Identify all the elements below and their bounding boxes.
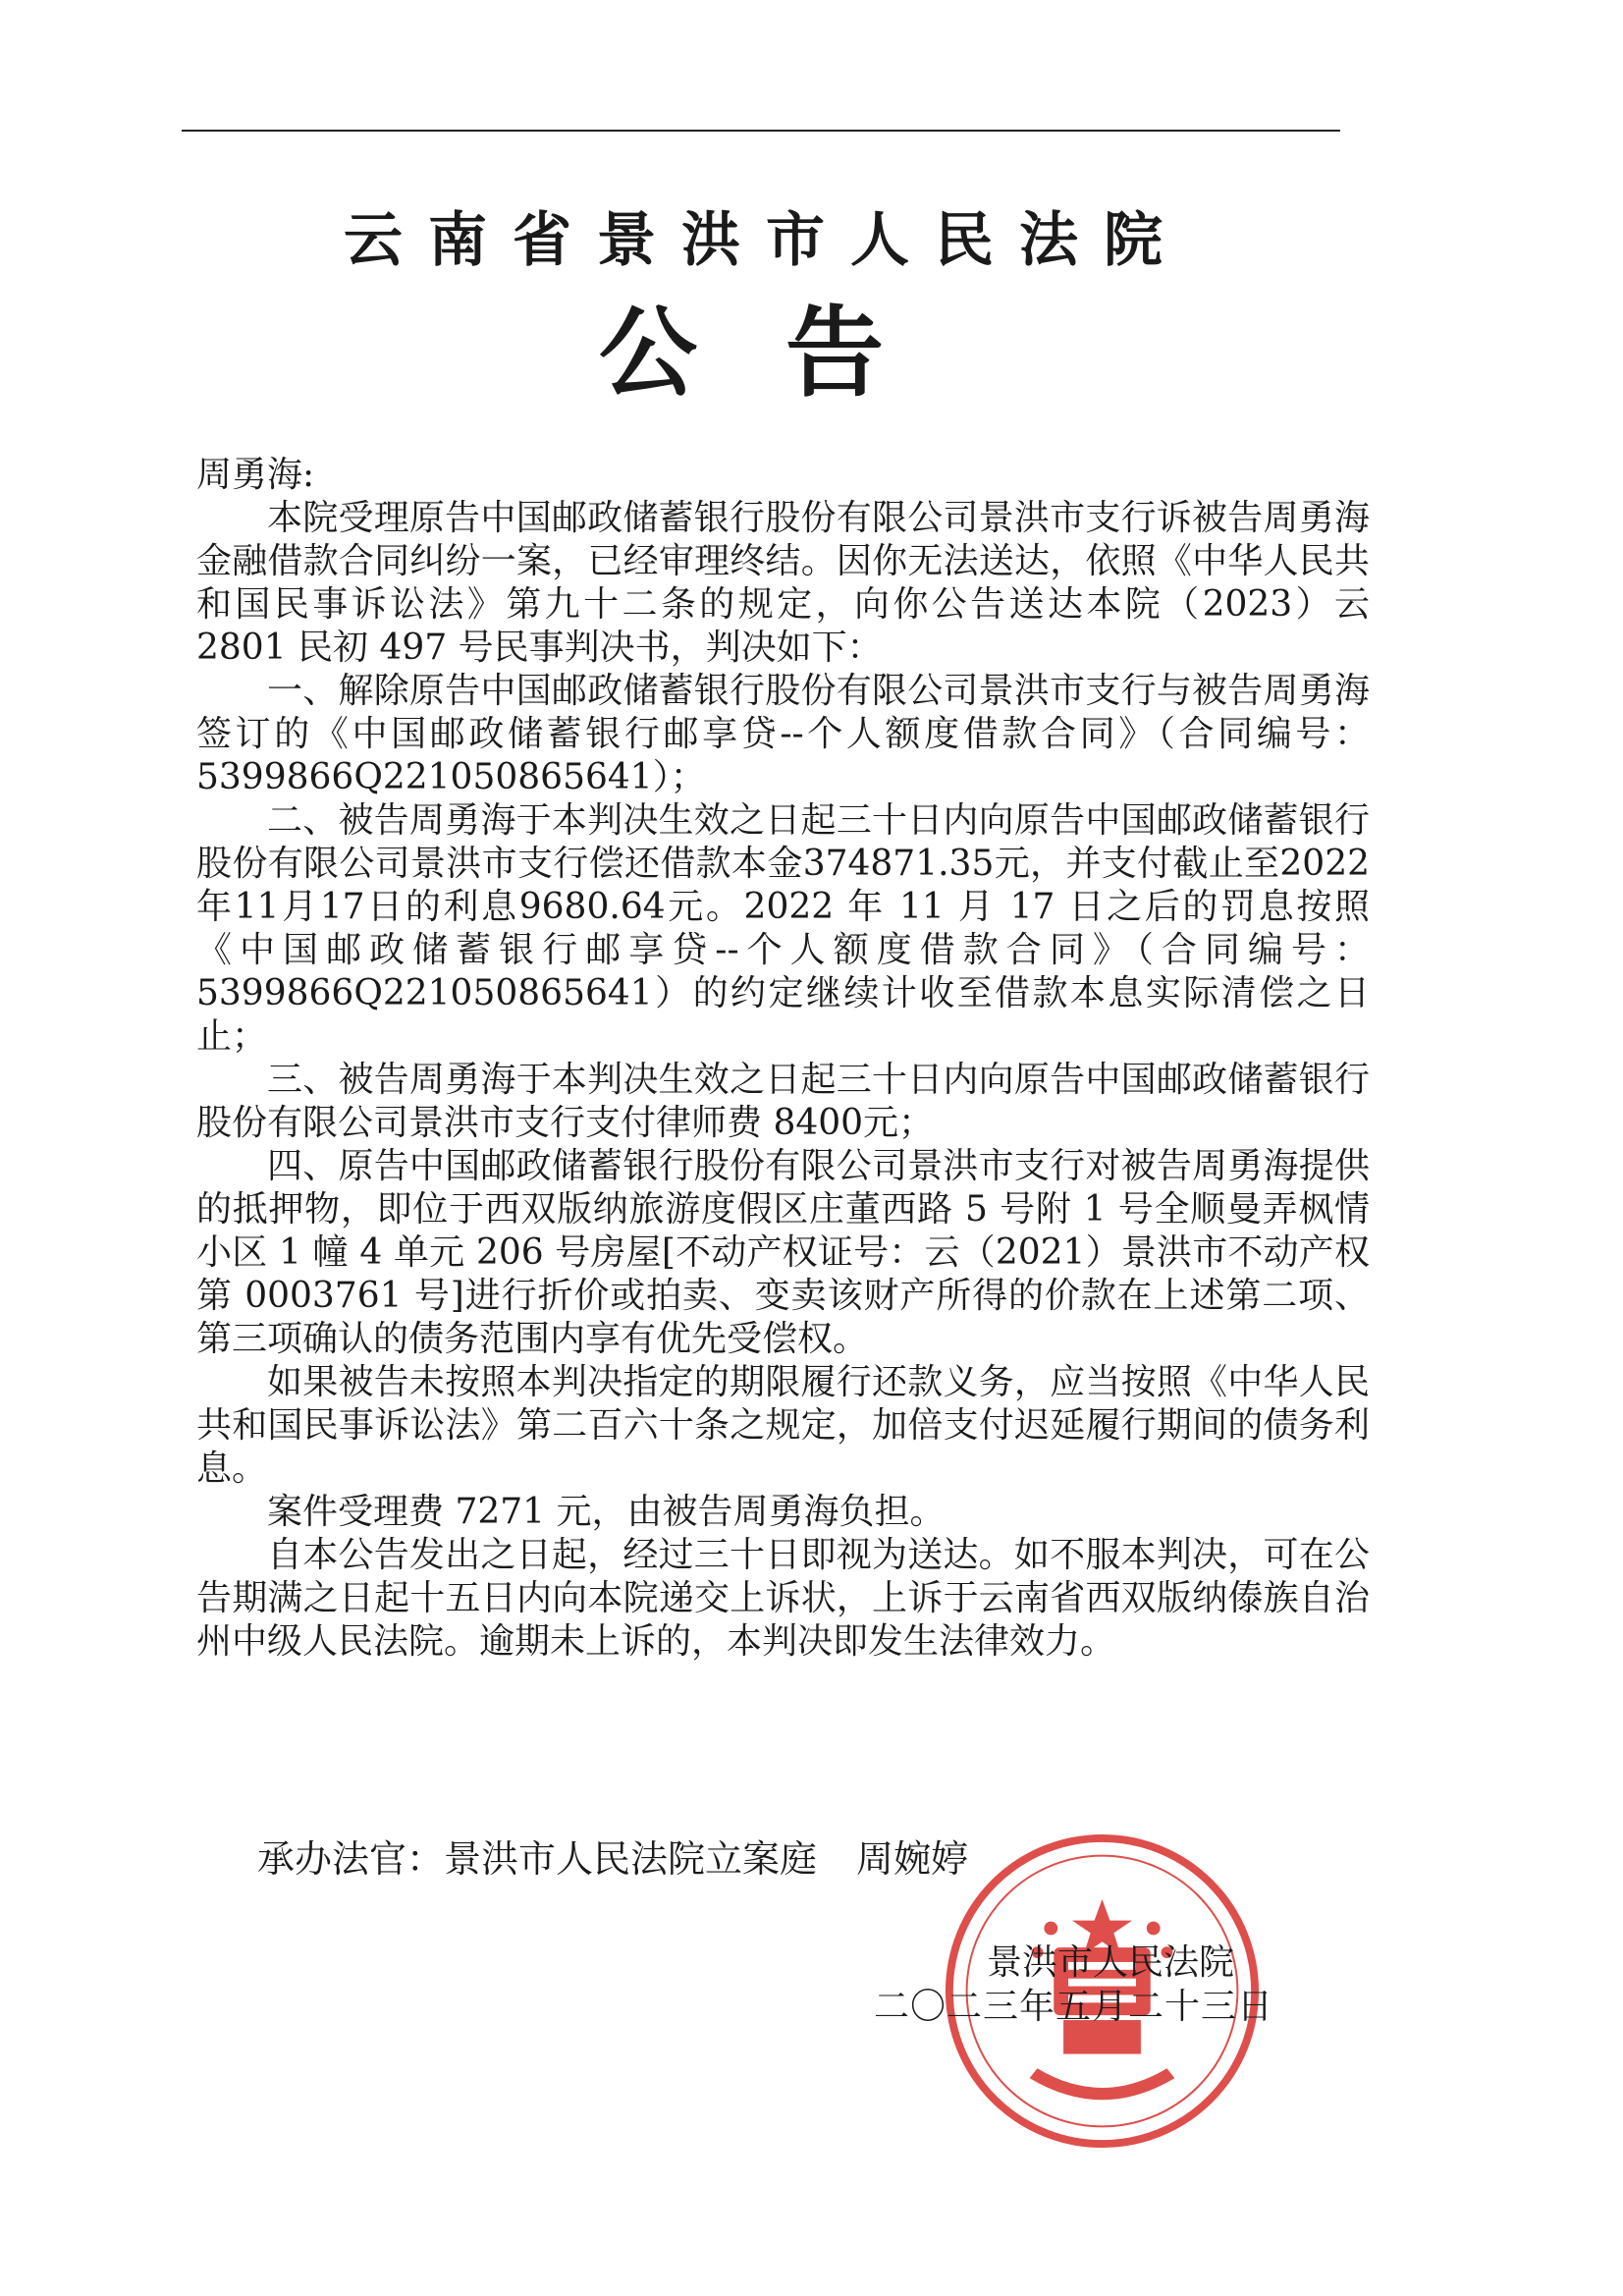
paragraph-default-clause: 如果被告未按照本判决指定的期限履行还款义务，应当按照《中华人民共和国民事诉讼法》第二百六十条之规定，加倍支付迟延履行期间的债务利息。 (196, 1362, 1370, 1489)
signer-department: 景洪市人民法院立案庭 (444, 1837, 818, 1881)
header-rule (182, 130, 1340, 132)
notice-body (196, 454, 1370, 1664)
signer-line (257, 1834, 968, 1884)
issuer-signature: 景洪市人民法院 (987, 1942, 1235, 1983)
judge-name: 周婉婷 (856, 1837, 969, 1881)
paragraph-item-1: 一、解除原告中国邮政储蓄银行股份有限公司景洪市支行与被告周勇海签订的《中国邮政储蓄银行邮享贷--个人额度借款合同》（合同编号：5399866Q221050865641）； (196, 671, 1370, 797)
signer-role-label: 承办法官： (257, 1837, 445, 1881)
paragraph-item-4: 四、原告中国邮政储蓄银行股份有限公司景洪市支行对被告周勇海提供的抵押物，即位于西双版纳旅游度假区庄董西路 5 号附 1 号全顺曼弄枫情小区 1 幢 4 单元 206 号房屋[不动产权证号：云（2021）景洪市不动产权第 0003761 号]进行折价或拍卖、变卖该财产所得的价款在上述第二项、第三项确认的债务范围内享有优先受偿权。 (196, 1146, 1370, 1359)
paragraph-item-2: 二、被告周勇海于本判决生效之日起三十日内向原告中国邮政储蓄银行股份有限公司景洪市支行偿还借款本金374871.35元，并支付截止至2022年11月17日的利息9680.64元。2022 年 11 月 17 日之后的罚息按照《中国邮政储蓄银行邮享贷--个人额度借款合同》（合同编号：5399866Q221050865641）的约定继续计收至借款本息实际清偿之日止； (196, 800, 1370, 1057)
addressee: 周勇海: (196, 455, 315, 495)
paragraph-intro: 本院受理原告中国邮政储蓄银行股份有限公司景洪市支行诉被告周勇海金融借款合同纠纷一案，已经审理终结。因你无法送达，依照《中华人民共和国民事诉讼法》第九十二条的规定，向你公告送达本院（2023）云 2801 民初 497 号民事判决书，判决如下： (196, 498, 1370, 668)
paragraph-service: 自本公告发出之日起，经过三十日即视为送达。如不服本判决，可在公告期满之日起十五日内向本院递交上诉状，上诉于云南省西双版纳傣族自治州中级人民法院。逾期未上诉的，本判决即发生法律效力。 (196, 1535, 1370, 1662)
notice-title: 公告 (599, 296, 972, 410)
issue-date: 二〇二三年五月二十三日 (874, 1987, 1274, 2027)
court-title: 云南省景洪市人民法院 (344, 206, 1188, 275)
paragraph-item-3: 三、被告周勇海于本判决生效之日起三十日内向原告中国邮政储蓄银行股份有限公司景洪市支行支付律师费 8400元； (196, 1060, 1370, 1143)
paragraph-fee: 案件受理费 7271 元，由被告周勇海负担。 (267, 1492, 946, 1532)
